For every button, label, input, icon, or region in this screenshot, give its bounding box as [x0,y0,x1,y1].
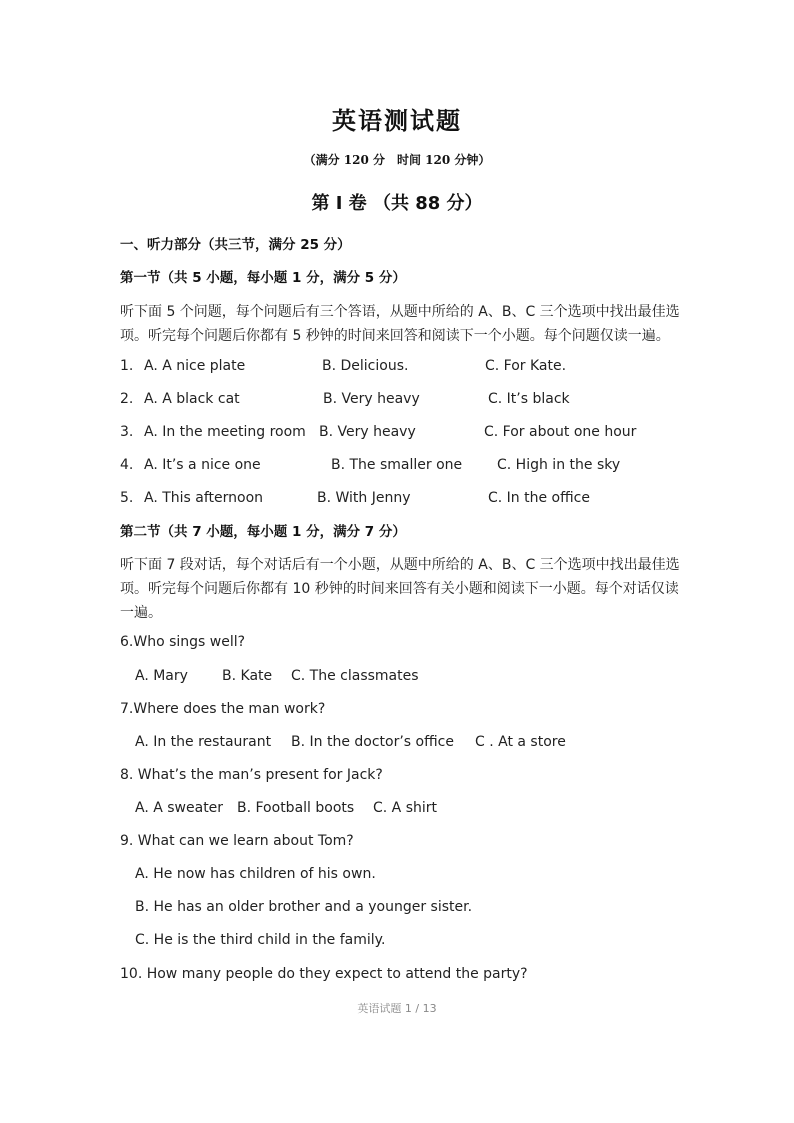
section1-heading: 第一节（共 5 小题，每小题 1 分，满分 5 分） [120,270,406,286]
option-b: B. Very heavy [319,424,416,440]
option-a: A. A sweater [135,800,224,816]
section2-heading: 第二节（共 7 小题，每小题 1 分，满分 7 分） [120,524,406,540]
option-a: A. It’s a nice one [144,457,261,473]
question-text: 8. What’s the man’s present for Jack? [120,767,383,783]
option-a: A. Mary [135,668,188,684]
option-c: C. He is the third child in the family. [135,932,386,948]
option-a: A. This afternoon [144,490,264,506]
option-c: C. For about one hour [484,424,637,440]
question-number: 4. [120,457,134,473]
option-c: C. It’s black [488,391,570,407]
option-a: A. He now has children of his own. [135,866,376,882]
option-b: B. Kate [222,668,273,684]
option-c: C . At a store [475,734,566,750]
question-text: 10. How many people do they expect to attend the party? [120,966,528,982]
page-footer: 英语试题 1 / 13 [357,1002,437,1015]
option-b: B. The smaller one [331,457,463,473]
option-a: A. A black cat [144,391,240,407]
option-a: A. A nice plate [144,358,246,374]
question-text: 7.Where does the man work? [120,701,326,717]
option-b: B. He has an older brother and a younger sister. [135,899,473,915]
option-a: A. In the meeting room [144,424,306,440]
option-a: A. In the restaurant [135,734,272,750]
option-b: B. Football boots [237,800,355,816]
option-c: C. For Kate. [485,358,567,374]
volume-title: 第 I 卷 （共 88 分） [311,193,483,214]
question-text: 9. What can we learn about Tom? [120,833,354,849]
question-text: 6.Who sings well? [120,634,246,650]
option-b: B. In the doctor’s office [291,734,454,750]
exam-title: 英语测试题 [332,106,462,135]
section1-instructions: 听下面 5 个问题，每个问题后有三个答语，从题中所给的 A、B、C 三个选项中找出最佳选项。听完每个问题后你都有 5 秒钟的时间来回答和阅读下一个小题。每个问题仅读一遍。 [120,304,680,344]
question-number: 2. [120,391,134,407]
question-number: 5. [120,490,134,506]
option-c: C. In the office [488,490,590,506]
option-b: B. Delicious. [322,358,409,374]
option-c: C. High in the sky [497,457,621,473]
option-b: B. With Jenny [317,490,411,506]
option-c: C. The classmates [291,668,419,684]
option-b: B. Very heavy [323,391,420,407]
section2-instructions: 听下面 7 段对话，每个对话后有一个小题，从题中所给的 A、B、C 三个选项中找出最佳选项。听完每个问题后你都有 10 秒钟的时间来回答有关小题和阅读下一小题。每个对话仅读一遍。 [120,557,680,621]
option-c: C. A shirt [373,800,438,816]
question-number: 1. [120,358,134,374]
question-number: 3. [120,424,134,440]
part1-heading: 一、听力部分（共三节，满分 25 分） [120,237,351,253]
exam-subtitle: （满分 120 分 时间 120 分钟） [303,153,491,167]
